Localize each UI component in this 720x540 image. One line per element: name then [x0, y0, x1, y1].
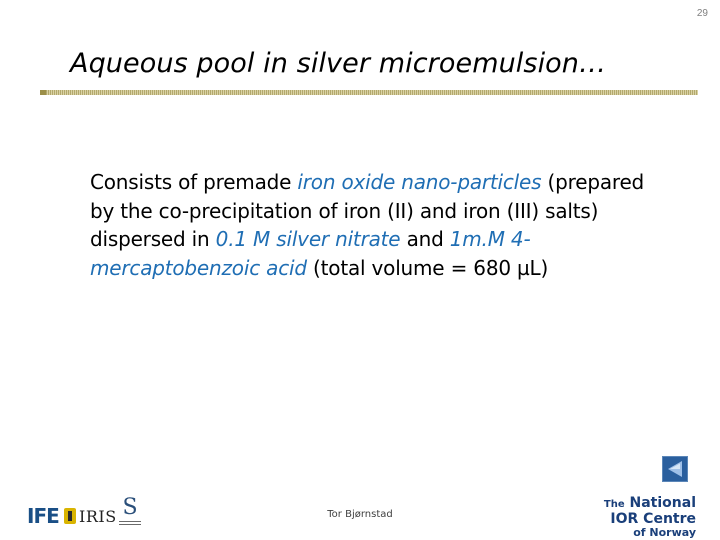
body-paragraph [90, 168, 670, 282]
body-segment-1: Consists of premade [90, 170, 298, 194]
logo-uis-letter: S [122, 495, 138, 520]
logo-iris-text: IRIS [79, 506, 117, 526]
footer-author: Tor Bjørnstad [327, 509, 393, 520]
body-segment-4: (total volume = 680 µL) [306, 255, 549, 280]
body-highlight-iron-oxide: iron oxide nano-particles [297, 170, 542, 194]
logo-ior-line3: of Norway [633, 526, 696, 539]
title-rule-accent [40, 90, 46, 95]
logo-ior-national: National [629, 495, 696, 511]
title-rule [40, 90, 698, 95]
logo-ior-the: The [603, 499, 625, 510]
slide-title: Aqueous pool in silver microemulsion… [70, 48, 607, 79]
body-segment-3: and [400, 227, 450, 251]
logo-uis-lines-icon [118, 521, 142, 525]
logo-ior-centre [604, 496, 696, 540]
body-highlight-silver-nitrate: 0.1 M silver nitrate [215, 227, 401, 251]
body-segment-2: (prepared by the co-precipitation of iron (II) and iron (III) salts) dispersed in [90, 170, 645, 251]
logo-ior-line2: IOR Centre [610, 511, 696, 527]
body-highlight-mercaptobenzoic: 1m.M 4-mercaptobenzoic acid [90, 227, 531, 280]
nav-back-button[interactable] [662, 456, 688, 482]
logo-ife: IFE [27, 504, 59, 528]
back-arrow-icon [663, 457, 687, 481]
slide-number: 29 [696, 8, 708, 19]
